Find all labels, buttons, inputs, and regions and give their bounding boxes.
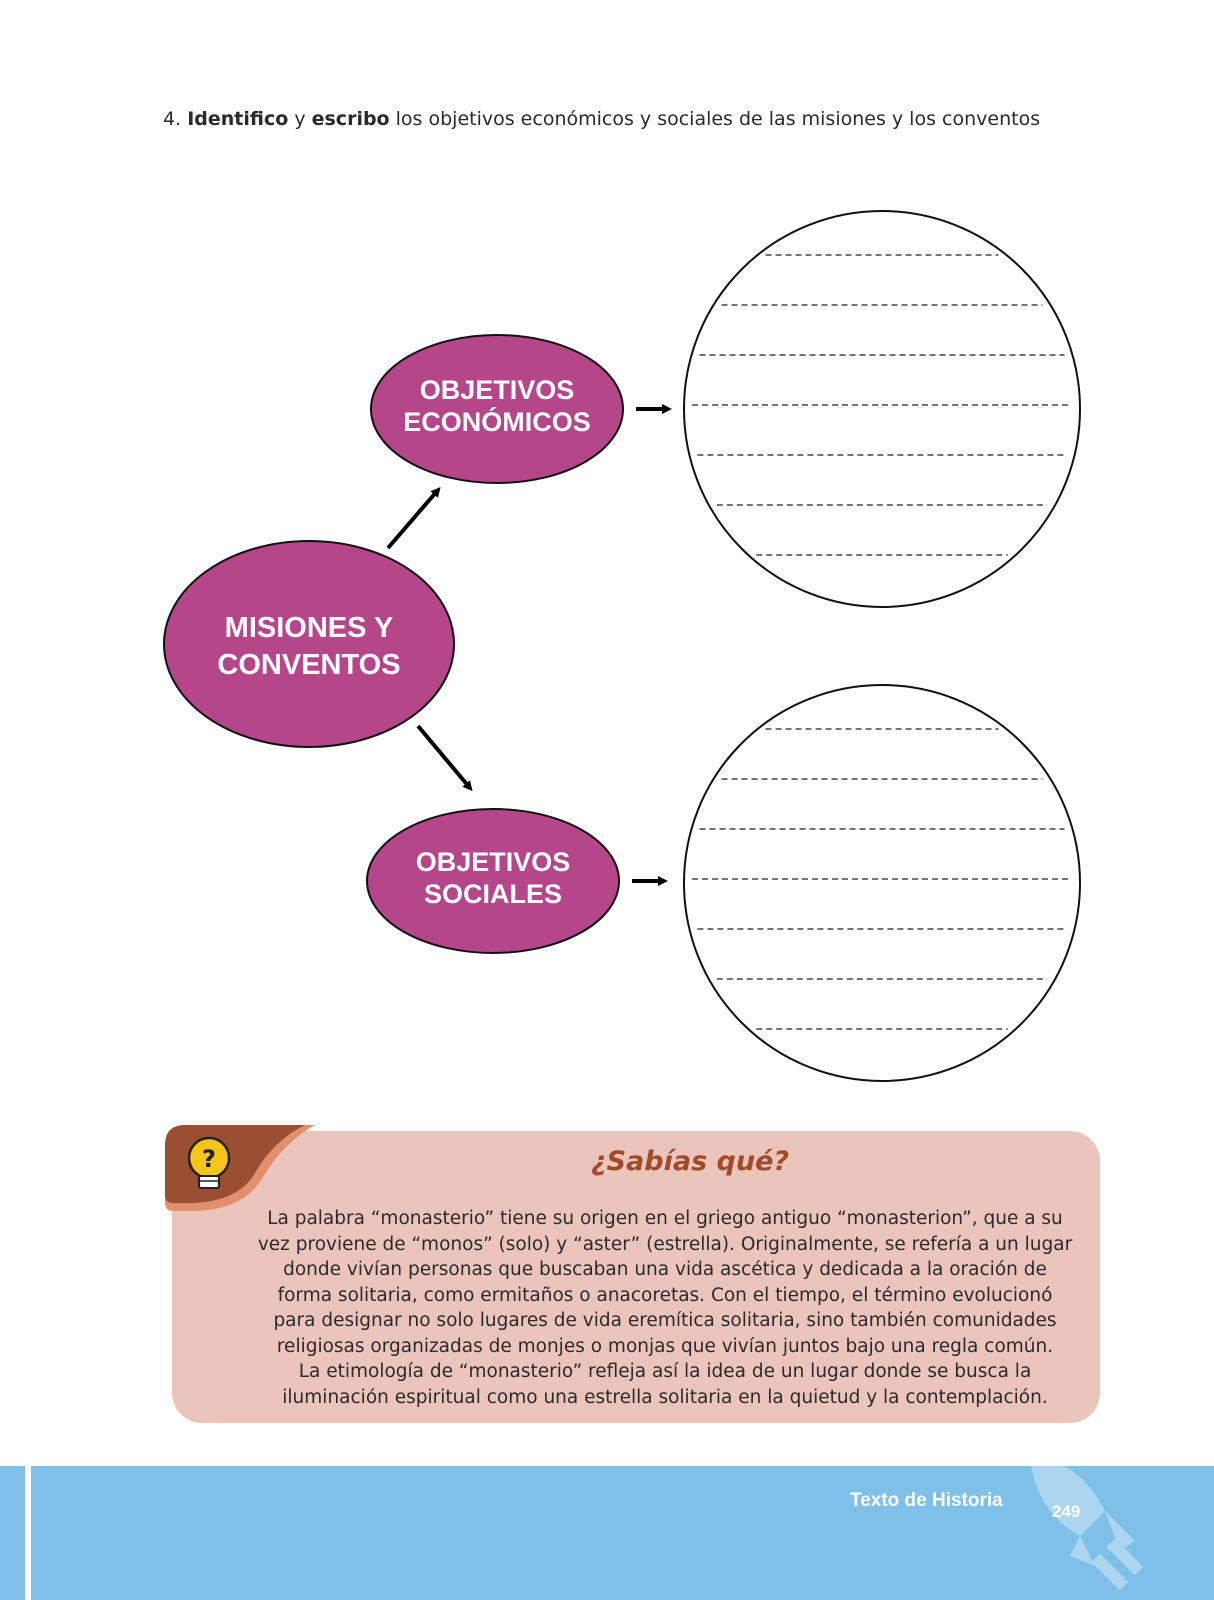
svg-text:?: ? — [202, 1145, 216, 1173]
social-answer-circle[interactable] — [684, 685, 1080, 1081]
central-node — [164, 541, 454, 747]
tip-line: para designar no solo lugares de vida eremítica solitaria, sino también comunidades — [273, 1310, 1057, 1331]
central-node-line-2: CONVENTOS — [217, 649, 401, 681]
footer-stripe — [25, 1466, 31, 1600]
instruction-text: los objetivos económicos y sociales de las misiones y los conventos — [395, 108, 1041, 130]
rocket-watermark-icon — [1010, 1456, 1160, 1600]
tip-line: La etimología de “monasterio” refleja así la idea de un lugar donde se busca la — [298, 1361, 1032, 1382]
arrow-to-social — [418, 726, 470, 788]
instruction-verb-identify: Identifico — [187, 108, 289, 130]
instruction-verb-write: escribo — [311, 108, 390, 130]
economic-objectives-node — [371, 335, 623, 483]
central-node-line-1: MISIONES Y — [224, 612, 394, 644]
economic-answer-circle[interactable] — [684, 211, 1080, 607]
tip-line: vez proviene de “monos” (solo) y “aster” (estrella). Originalmente, se refería a un lugar — [257, 1233, 1073, 1255]
arrow-to-economic — [388, 490, 438, 548]
instruction-number: 4. — [163, 108, 182, 130]
tip-line: La palabra “monasterio” tiene su origen en el griego antiguo “monasterion”, que a su — [267, 1208, 1063, 1229]
page-number: 249 — [1052, 1502, 1081, 1521]
footer-book-title: Texto de Historia — [850, 1490, 1003, 1511]
tip-line: forma solitaria, como ermitaños o anacoretas. Con el tiempo, el término evolucionó — [277, 1284, 1053, 1306]
social-node-line-1: OBJETIVOS — [415, 847, 571, 877]
did-you-know-text — [240, 1206, 1090, 1410]
tip-line: religiosas organizadas de monjes o monjas que vivían juntos bajo una regla común. — [276, 1335, 1054, 1357]
did-you-know-title: ¿Sabías qué? — [590, 1146, 790, 1177]
tip-line: iluminación espiritual como una estrella solitaria en la quietud y la contemplación. — [282, 1386, 1048, 1408]
tip-line: donde vivían personas que buscaban una vida ascética y dedicada a la oración de — [283, 1259, 1047, 1280]
instruction-connector: y — [294, 108, 306, 130]
social-objectives-node — [367, 809, 619, 953]
social-node-line-2: SOCIALES — [423, 879, 563, 909]
economic-node-line-2: ECONÓMICOS — [403, 407, 591, 437]
economic-node-line-1: OBJETIVOS — [419, 375, 575, 405]
